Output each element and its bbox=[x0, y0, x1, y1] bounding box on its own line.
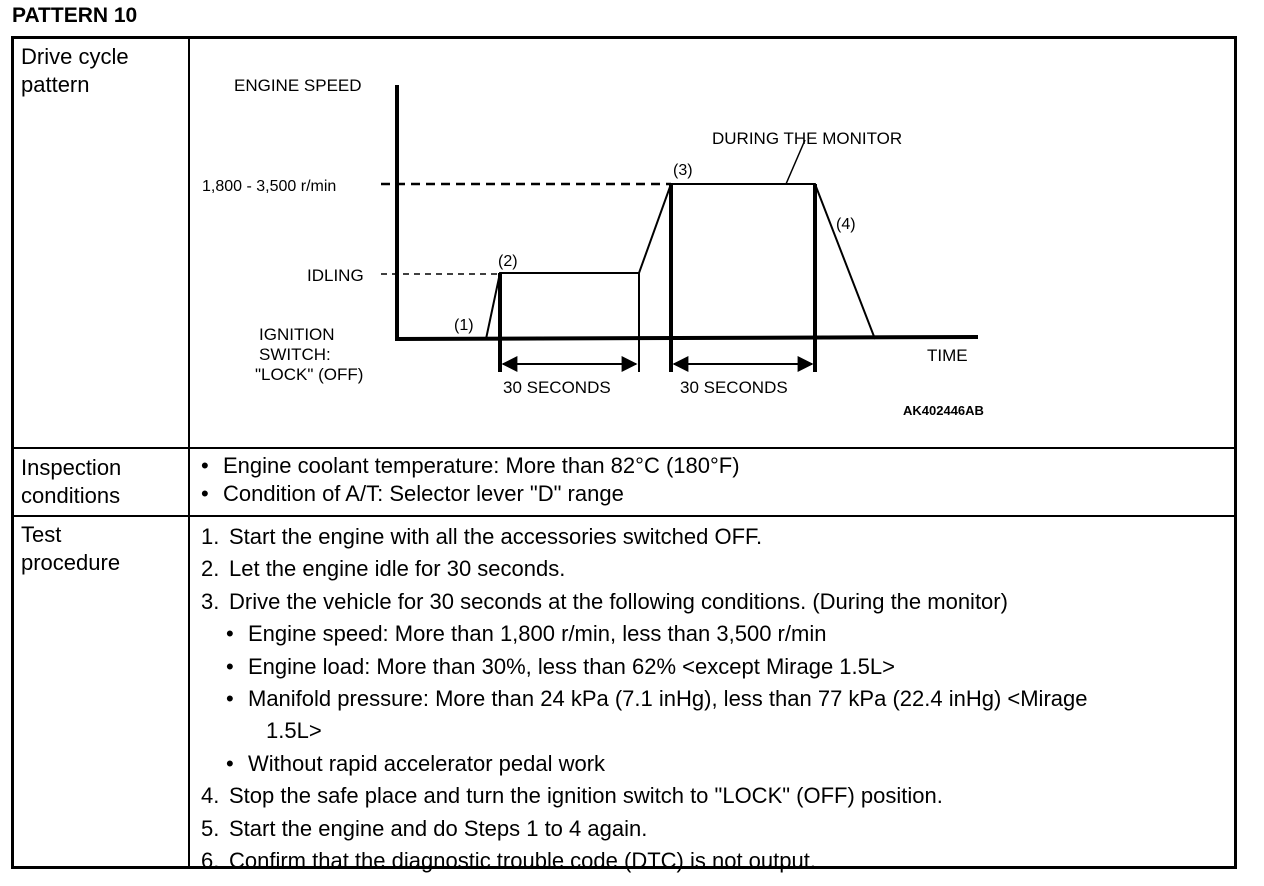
sub-item-continuation: 1.5L> bbox=[266, 718, 322, 744]
drive-cycle-label: Drive cycle pattern bbox=[21, 44, 129, 97]
step-label-1: (1) bbox=[454, 317, 474, 334]
during-monitor-label: DURING THE MONITOR bbox=[712, 129, 903, 148]
step-text: Drive the vehicle for 30 seconds at the following conditions. (During the monitor) bbox=[229, 588, 1008, 614]
step-item bbox=[201, 780, 1087, 812]
list-item-text: Engine coolant temperature: More than 82°C (180°F) bbox=[223, 453, 740, 478]
page-title: PATTERN 10 bbox=[12, 4, 138, 27]
time-label: TIME bbox=[927, 346, 968, 365]
inspection-conditions-label: Inspection conditions bbox=[21, 455, 122, 508]
sub-item-text: Without rapid accelerator pedal work bbox=[248, 750, 606, 776]
procedure-table bbox=[11, 36, 1237, 873]
step-item bbox=[201, 521, 1087, 553]
step-label-4: (4) bbox=[836, 216, 856, 233]
x-axis bbox=[395, 337, 978, 339]
step-text: Confirm that the diagnostic trouble code (DTC) is not output. bbox=[229, 847, 816, 873]
step-number: 2. bbox=[201, 556, 220, 582]
row-divider-2 bbox=[14, 515, 1234, 517]
ignition-label-line1: IGNITION bbox=[259, 325, 335, 344]
list-item: • Engine coolant temperature: More than 82°C (180°F) bbox=[201, 453, 740, 478]
engine-speed-label: ENGINE SPEED bbox=[234, 76, 362, 95]
step-label-3: (3) bbox=[673, 162, 693, 179]
sub-item: • Without rapid accelerator pedal work bbox=[226, 750, 606, 776]
step-item bbox=[201, 845, 1087, 877]
idling-label: IDLING bbox=[307, 266, 364, 285]
step-number: 4. bbox=[201, 783, 220, 809]
ignition-label-line3: "LOCK" (OFF) bbox=[255, 365, 364, 384]
test-procedure-steps bbox=[201, 521, 1087, 877]
step-text: Let the engine idle for 30 seconds. bbox=[229, 556, 566, 582]
step-number: 1. bbox=[201, 524, 220, 549]
step-label-2: (2) bbox=[498, 253, 518, 270]
step-text: Stop the safe place and turn the ignition switch to "LOCK" (OFF) position. bbox=[229, 783, 943, 809]
list-item: • Condition of A/T: Selector lever "D" range bbox=[201, 481, 624, 506]
sub-item: • Manifold pressure: More than 24 kPa (7.1 inHg), less than 77 kPa (22.4 inHg) <Mirage bbox=[226, 685, 1088, 711]
duration-label-1: 30 SECONDS bbox=[503, 378, 611, 397]
rpm-label: 1,800 - 3,500 r/min bbox=[202, 178, 337, 195]
drive-cycle-diagram bbox=[190, 39, 1235, 447]
ignition-label-line2: SWITCH: bbox=[259, 345, 331, 364]
step-number: 3. bbox=[201, 588, 220, 614]
step-item bbox=[201, 586, 1087, 618]
step-text: Start the engine and do Steps 1 to 4 again. bbox=[229, 815, 648, 841]
list-item-text: Condition of A/T: Selector lever "D" range bbox=[223, 481, 624, 506]
step-item bbox=[201, 813, 1087, 845]
step-number: 5. bbox=[201, 815, 220, 841]
step-text: Start the engine with all the accessories switched OFF. bbox=[229, 524, 763, 549]
test-procedure-label: Test procedure bbox=[21, 522, 121, 575]
sub-item: • Engine load: More than 30%, less than 62% <except Mirage 1.5L> bbox=[226, 653, 895, 679]
sub-item-text: Engine speed: More than 1,800 r/min, less than 3,500 r/min bbox=[248, 621, 827, 647]
step-item bbox=[201, 553, 1087, 585]
figure-code: AK402446AB bbox=[903, 403, 984, 418]
duration-label-2: 30 SECONDS bbox=[680, 378, 788, 397]
row-divider-1 bbox=[14, 447, 1234, 449]
sub-item-text: Manifold pressure: More than 24 kPa (7.1 inHg), less than 77 kPa (22.4 inHg) <Mirage bbox=[248, 685, 1088, 711]
sub-item: • Engine speed: More than 1,800 r/min, less than 3,500 r/min bbox=[226, 621, 827, 647]
step-number: 6. bbox=[201, 847, 220, 873]
inspection-conditions-list bbox=[201, 452, 740, 508]
sub-item-text: Engine load: More than 30%, less than 62% <except Mirage 1.5L> bbox=[248, 653, 895, 679]
